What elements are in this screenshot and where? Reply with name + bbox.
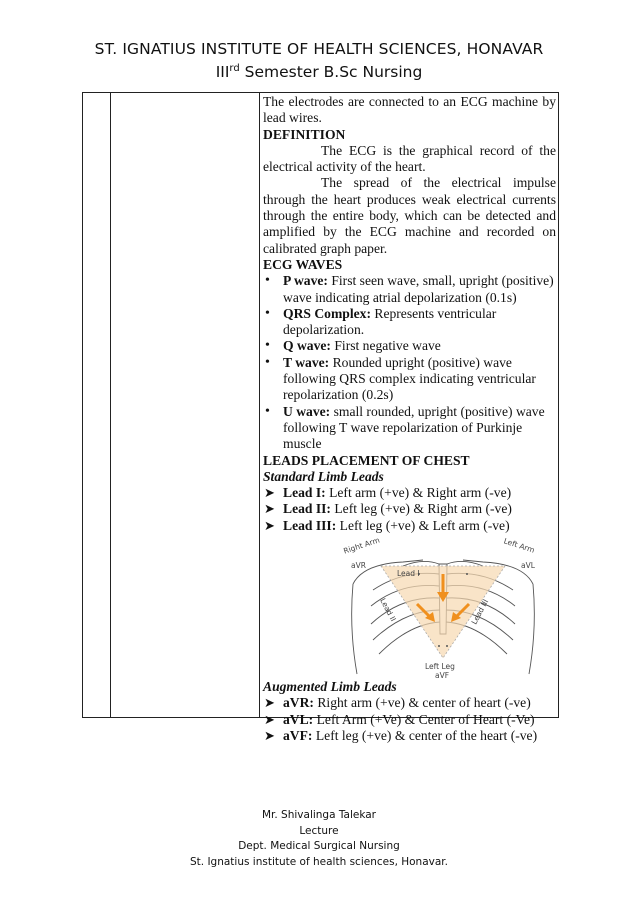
einthoven-triangle-figure [343,534,543,679]
list-item: ➤ aVL: Left Arm (+Ve) & Center of Heart (-Ve) [264,711,535,727]
arrow-bullet-icon: ➤ [264,501,275,517]
arrow-bullet-icon: ➤ [264,517,275,533]
content-cell [263,94,556,744]
list-item: ➤ aVF: Left leg (+ve) & center of the heart (-ve) [264,727,538,743]
augmented-leads-list [263,695,556,744]
arrow-bullet-icon: ➤ [264,711,275,727]
left-leg-label: Left Leg [425,662,455,672]
arrow-bullet-icon: ➤ [264,485,275,501]
column-divider [259,93,260,717]
footer-institute: St. Ignatius institute of health sciences, Honavar. [189,855,448,868]
standard-leads-heading: Standard Limb Leads [263,468,384,484]
right-arm-label: Right Arm [342,535,381,556]
list-item: ➤ Lead I: Left arm (+ve) & Right arm (-ve) [264,485,512,501]
semester-title: IIIrd Semester B.Sc Nursing [215,63,423,81]
page-footer [0,808,638,870]
definition-paragraph: The spread of the electrical impulse through the heart produces weak electrical currents through the entire body, which can be detected and amplified by the ECG machine and recorded on calibrated graph paper. [263,175,556,256]
lead-i-label: Lead I [397,569,420,579]
department: Dept. Medical Surgical Nursing [238,840,400,852]
avf-label: aVF [435,671,450,681]
avl-label: aVL [521,561,535,571]
arrow-bullet-icon: ➤ [264,727,275,743]
list-item: • T wave: Rounded upright (positive) wave following QRS complex indicating ventricular repolarization (0.2s) [263,355,556,404]
list-item: • Q wave: First negative wave [263,338,556,354]
avr-label: aVR [351,561,366,571]
definition-paragraph: The ECG is the graphical record of the electrical activity of the heart. [263,142,556,175]
author-designation: Lecture [299,824,339,837]
left-arm-label: Left Arm [502,536,536,555]
leads-heading: LEADS PLACEMENT OF CHEST [263,452,470,468]
arrow-bullet-icon: ➤ [264,695,275,711]
waves-list [263,273,556,452]
definition-heading: DEFINITION [263,126,346,142]
list-item: • U wave: small rounded, upright (positive) wave following T wave repolarization of Purkinje muscle [263,404,556,453]
list-item: ➤ Lead II: Left leg (+ve) & Right arm (-ve) [264,501,512,517]
author-name: Mr. Shivalinga Talekar [261,809,377,821]
list-item: • P wave: First seen wave, small, upright (positive) wave indicating atrial depolarization (0.1s) [263,273,556,306]
list-item: • QRS Complex: Represents ventricular depolarization. [263,306,556,339]
intro-text: The electrodes are connected to an ECG machine by lead wires. [263,94,556,126]
institute-title: ST. IGNATIUS INSTITUTE OF HEALTH SCIENCES, HONAVAR [94,40,544,58]
lead-ii-label: Lead II [378,596,398,623]
column-divider [110,93,111,717]
chest-lead-diagram [343,534,543,679]
list-item: ➤ Lead III: Left leg (+ve) & Left arm (-ve) [264,517,510,533]
augmented-leads-heading: Augmented Limb Leads [263,679,397,695]
standard-leads-list [263,485,556,534]
list-item: ➤ aVR: Right arm (+ve) & center of heart (-ve) [264,695,531,711]
page-header [0,40,638,82]
waves-heading: ECG WAVES [263,256,343,272]
lead-iii-label: Lead III [469,597,491,626]
